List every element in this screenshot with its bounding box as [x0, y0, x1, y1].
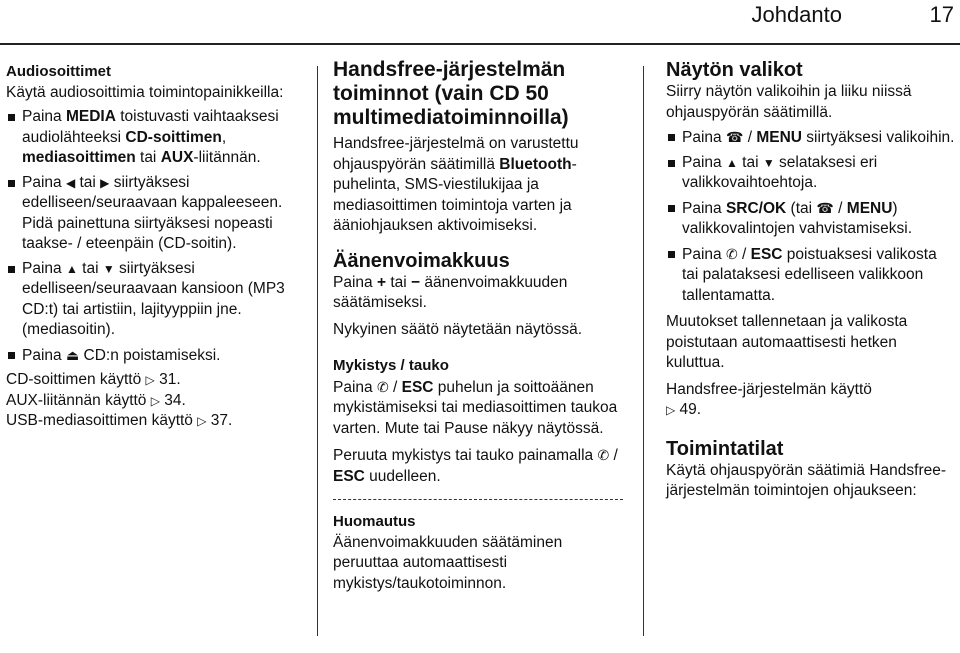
bullet-folder-skip: Paina ▲ tai ▼ siirtyäksesi edelliseen/seuraavaan kansioon (MP3 CD:t) tai artistiin, lajityyppiin jne. (mediasoitin).: [6, 259, 296, 341]
reference-arrow-icon: ▷: [150, 393, 160, 408]
modes-text: Käytä ohjauspyörän säätimiä Handsfree-järjestelmän toimintojen ohjaukseen:: [666, 461, 947, 499]
auto-save-text: Muutokset tallennetaan ja valikosta poistutaan automaattisesti hetken kuluttua.: [666, 313, 908, 371]
down-arrow-icon: ▼: [762, 155, 775, 170]
heading-handsfree: Handsfree-järjestelmän toiminnot (vain CD 50 multimediatoiminnoilla): [333, 58, 569, 129]
heading-audio-players: Audiosoittimet: [6, 63, 111, 80]
heading-mute: Mykistys / tauko: [333, 357, 449, 374]
up-arrow-icon: ▲: [65, 261, 78, 276]
eject-icon: ⏏: [65, 346, 80, 363]
reference-arrow-icon: ▷: [197, 414, 207, 428]
bullet-track-skip: Paina ◀ tai ▶ siirtyäksesi edelliseen/seuraavaan kappaleeseen.: [6, 173, 296, 214]
up-arrow-icon: ▲: [725, 155, 738, 170]
note-title: Huomautus: [333, 513, 416, 530]
ref-cd-player: CD-soittimen käyttö ▷ 31.: [6, 371, 181, 388]
column-divider-2: [643, 66, 644, 636]
header-rule: [0, 43, 960, 45]
reference-arrow-icon: ▷: [145, 373, 155, 387]
mute-text: Paina ✆ / ESC puhelun ja soittoäänen mykistämiseksi tai mediasoittimen taukoa varten. Mute tai Pause näkyy näytössä.: [333, 378, 618, 437]
bullet-eject: Paina ⏏ CD:n poistamiseksi.: [6, 345, 296, 367]
heading-volume: Äänenvoimakkuus: [333, 249, 510, 272]
column-divider-1: [317, 66, 318, 636]
bullet-media-source: Paina MEDIA toistuvasti vaihtaaksesi audiolähteeksi CD-soittimen, mediasoittimen tai AUX-liitännän.: [6, 107, 296, 169]
ref-aux: AUX-liitännän käyttö ▷ 34.: [6, 391, 186, 409]
column-display-menus: [666, 58, 956, 502]
heading-modes: Toimintatilat: [666, 437, 784, 460]
mute-icon: ✆: [597, 447, 610, 463]
note-box: [333, 499, 623, 594]
heading-display-menus: Näytön valikot: [666, 59, 803, 81]
plus-icon: +: [376, 273, 387, 291]
bullet-exit-menu: Paina ✆ / ESC poistuaksesi valikosta tai palataksesi edelliseen valikkoon tallentamatta.: [666, 244, 956, 307]
column-audio-players: [6, 58, 296, 432]
bullet-browse-menu: Paina ▲ tai ▼ selataksesi eri valikkovaihtoehtoja.: [666, 153, 956, 194]
page-number: 17: [929, 2, 954, 27]
bullet-confirm: Paina SRC/OK (tai ☎ / MENU) valikkovalintojen vahvistamiseksi.: [666, 198, 956, 240]
right-arrow-icon: ▶: [100, 175, 110, 190]
page-header: [0, 0, 960, 44]
mute-icon: ✆: [725, 245, 738, 262]
volume-display-text: Nykyinen säätö näytetään näytössä.: [333, 320, 583, 338]
mute-icon: ✆: [376, 378, 389, 395]
media-key-label: MEDIA: [65, 108, 116, 125]
fast-forward-text: Pidä painettuna siirtyäksesi nopeasti taakse- / eteenpäin (CD-soitin).: [22, 214, 273, 252]
volume-text: Paina + tai − äänenvoimakkuuden säätämiseksi.: [333, 273, 568, 311]
handsfree-usage-ref: Handsfree-järjestelmän käyttö ▷ 49.: [666, 380, 872, 418]
column-handsfree: [333, 58, 623, 594]
menus-intro: Siirry näytön valikoihin ja liiku niissä ohjauspyörän säätimillä.: [666, 83, 912, 121]
down-arrow-icon: ▼: [102, 261, 115, 276]
minus-icon: −: [411, 273, 421, 291]
note-text: Äänenvoimakkuuden säätäminen peruuttaa automaattisesti mykistys/taukotoiminnon.: [333, 533, 563, 592]
section-title: Johdanto: [751, 2, 842, 27]
unmute-text: Peruuta mykistys tai tauko painamalla ✆ / ESC uudelleen.: [333, 447, 618, 485]
ref-usb: USB-mediasoittimen käyttö ▷ 37.: [6, 412, 233, 429]
bullet-open-menu: Paina ☎ / MENU siirtyäksesi valikoihin.: [666, 127, 956, 149]
handsfree-description: Handsfree-järjestelmä on varustettu ohjauspyörän säätimillä Bluetooth-puhelinta, SMS-viestilukijaa ja mediasoittimen toimintoja varten ja ääniohjauksen aktivoimiseksi.: [333, 135, 579, 234]
left-arrow-icon: ◀: [65, 175, 76, 190]
intro-text: Käytä audiosoittimia toimintopainikkeilla:: [6, 83, 284, 101]
reference-arrow-icon: ▷: [666, 403, 676, 417]
phone-icon: ☎: [725, 129, 744, 145]
phone-icon: ☎: [816, 199, 834, 216]
